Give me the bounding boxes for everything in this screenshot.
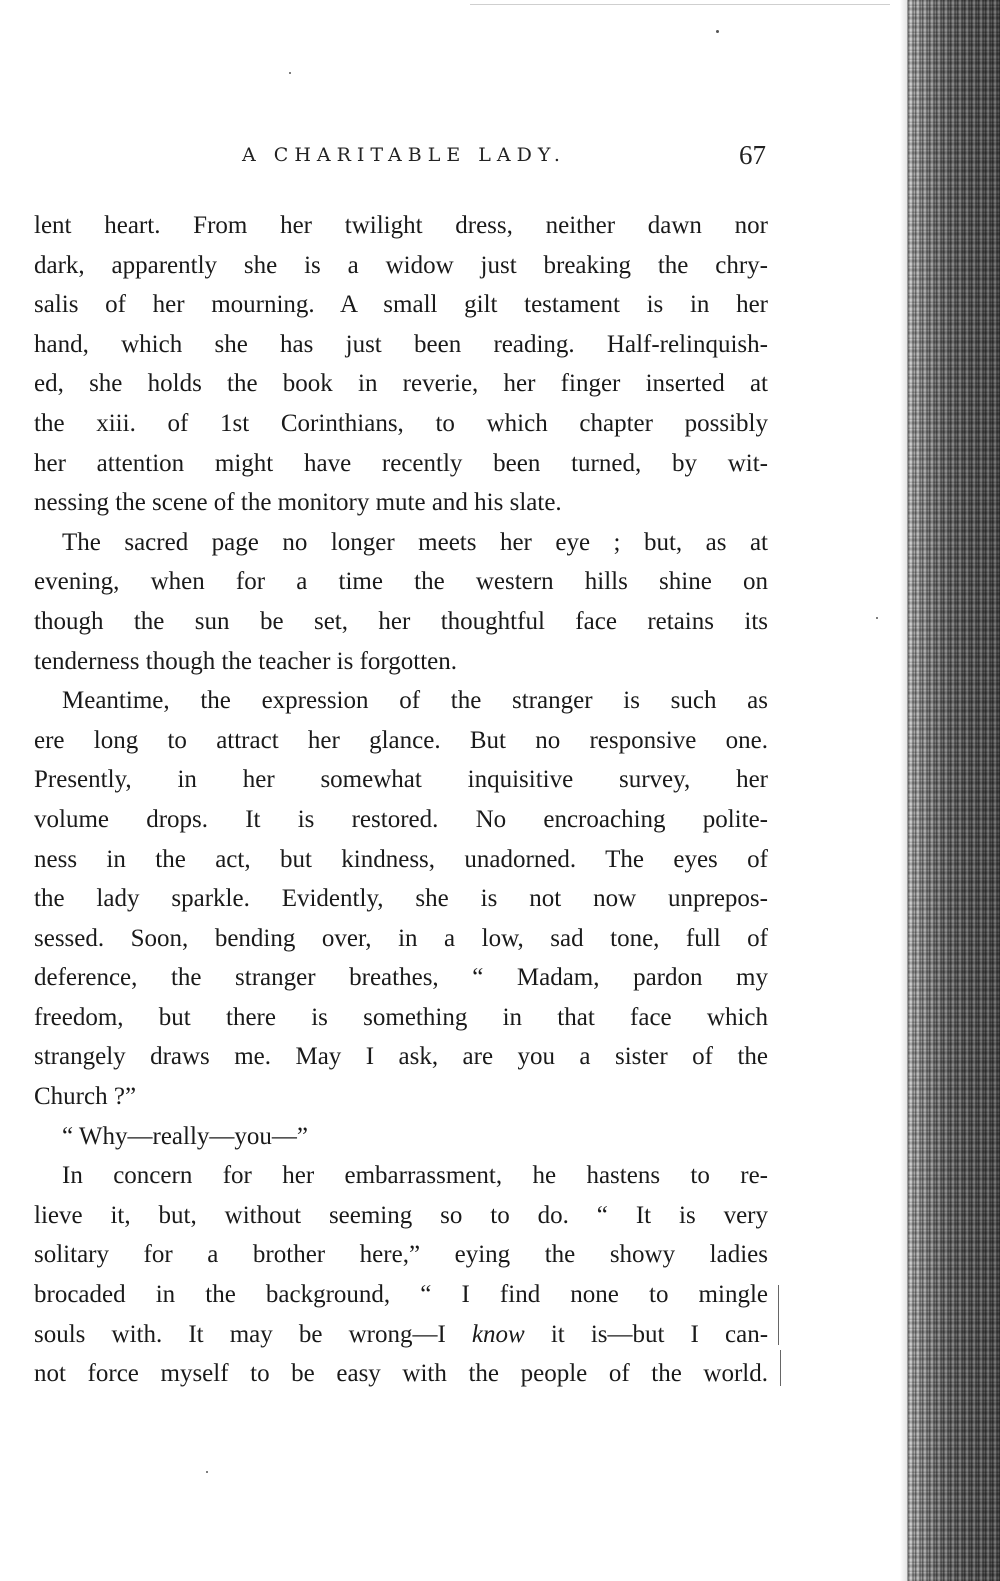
text-line: not force myself to be easy with the people of the world. [34, 1360, 768, 1388]
running-title: A CHARITABLE LADY. [242, 144, 566, 166]
text-line: solitary for a brother here,” eying the showy ladies [34, 1241, 768, 1269]
text-line: the lady sparkle. Evidently, she is not now unprepos- [34, 885, 768, 913]
text-line: salis of her mourning. A small gilt testament is in her [34, 291, 768, 319]
paper-speck [206, 1471, 208, 1473]
text-line: strangely draws me. May I ask, are you a sister of the [34, 1043, 768, 1071]
text-line: evening, when for a time the western hills shine on [34, 568, 768, 596]
text-line: tenderness though the teacher is forgotten. [34, 647, 458, 675]
text-line: ed, she holds the book in reverie, her finger inserted at [34, 370, 768, 398]
text-line: hand, which she has just been reading. Half-relinquish- [34, 330, 768, 358]
paragraph-start-line: In concern for her embarrassment, he hastens to re- [62, 1162, 768, 1190]
text-line: volume drops. It is restored. No encroaching polite- [34, 805, 768, 833]
paper-speck [289, 72, 291, 74]
text-line: ere long to attract her glance. But no responsive one. [34, 726, 768, 754]
text-line [34, 1315, 768, 1355]
text-line: her attention might have recently been turned, by wit- [34, 449, 768, 477]
paper-speck [876, 617, 878, 619]
dialogue-line: “ Why—really—you—” [62, 1122, 308, 1150]
paragraph-start-line: Meantime, the expression of the stranger is such as [62, 687, 768, 715]
text-line: freedom, but there is something in that face which [34, 1003, 768, 1031]
text-line: brocaded in the background, “ I find none to mingle [34, 1281, 768, 1309]
text-line: deference, the stranger breathes, “ Madam, pardon my [34, 964, 768, 992]
text-line: lieve it, but, without seeming so to do. “ It is very [34, 1201, 768, 1229]
text-line: ness in the act, but kindness, unadorned. The eyes of [34, 845, 768, 873]
paper-speck [716, 30, 719, 33]
text-line: Church ?” [34, 1083, 137, 1111]
text-segment: it is—but I can- [524, 1320, 769, 1348]
body-text [34, 206, 768, 1394]
text-line: the xiii. of 1st Corinthians, to which chapter possibly [34, 409, 768, 437]
text-segment: souls with. It may be wrong—I [34, 1320, 446, 1348]
book-spine-edge [907, 0, 1000, 1581]
text-line: Presently, in her somewhat inquisitive survey, her [34, 766, 768, 794]
paragraph-start-line: The sacred page no longer meets her eye ; but, as at [62, 528, 768, 556]
page-number: 67 [739, 140, 766, 170]
text-line: lent heart. From her twilight dress, neither dawn nor [34, 212, 768, 239]
text-line: dark, apparently she is a widow just breaking the chry- [34, 251, 768, 279]
page-top-edge [470, 4, 890, 5]
margin-mark [778, 1285, 779, 1345]
running-head [34, 140, 774, 180]
italic-word: know [471, 1320, 525, 1348]
text-line: nessing the scene of the monitory mute and his slate. [34, 489, 562, 517]
text-line: though the sun be set, her thoughtful face retains its [34, 607, 768, 635]
text-line: sessed. Soon, bending over, in a low, sad tone, full of [34, 924, 768, 952]
margin-mark [780, 1350, 781, 1386]
